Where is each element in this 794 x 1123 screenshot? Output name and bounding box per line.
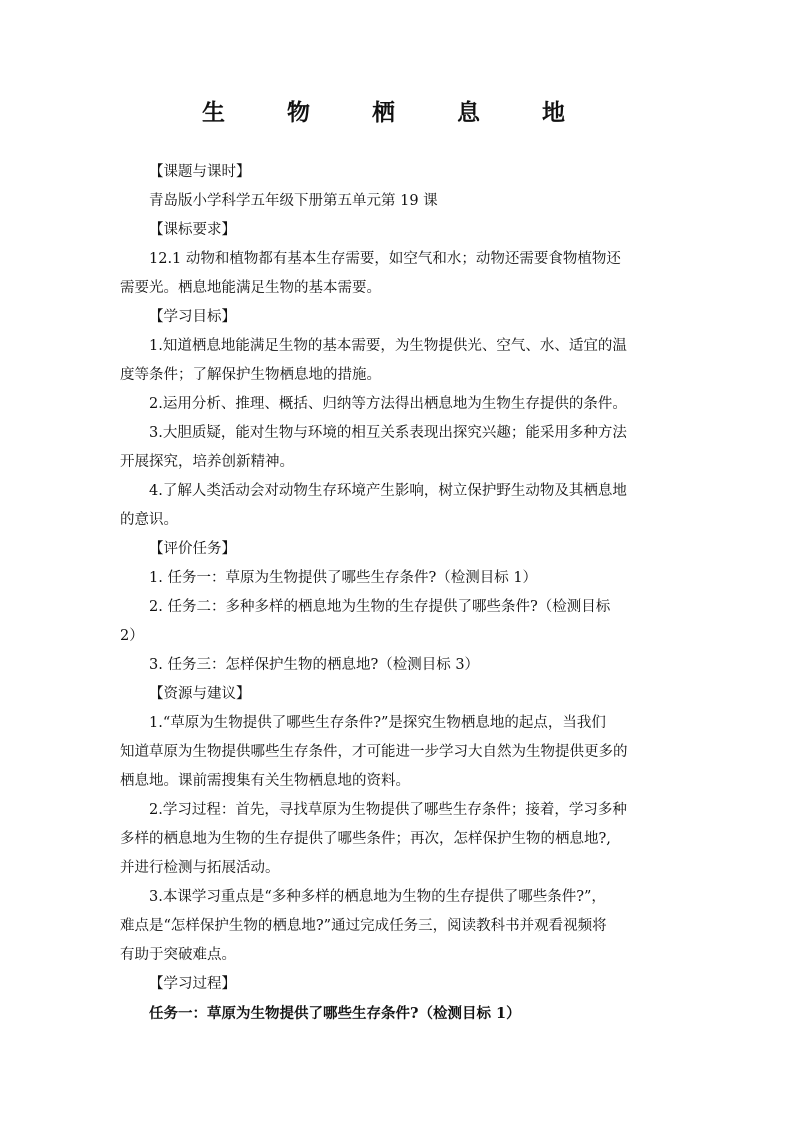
resource-1-line-3: 栖息地。课前需搜集有关生物栖息地的资料。	[120, 773, 410, 789]
goal-3-line-1: 3.大胆质疑，能对生物与环境的相互关系表现出探究兴趣；能采用多种方法	[149, 425, 627, 441]
assessment-task-2-line-1: 2. 任务二：多种多样的栖息地为生物的生存提供了哪些条件?（检测目标	[149, 599, 611, 615]
section-heading-goals: 【学习目标】	[149, 309, 236, 325]
resource-2-line-2: 多样的栖息地为生物的生存提供了哪些条件；再次，怎样保护生物的栖息地?,	[120, 831, 611, 847]
resource-2-line-1: 2.学习过程：首先，寻找草原为生物提供了哪些生存条件；接着，学习多种	[149, 802, 627, 818]
resource-2-line-3: 并进行检测与拓展活动。	[120, 860, 280, 876]
goal-1-line-2: 度等条件；了解保护生物栖息地的措施。	[120, 367, 381, 383]
goal-2: 2.运用分析、推理、概括、归纳等方法得出栖息地为生物生存提供的条件。	[149, 396, 627, 412]
process-task-1: 任务一：草原为生物提供了哪些生存条件?（检测目标 1）	[149, 1005, 521, 1022]
standards-line-1: 12.1 动物和植物都有基本生存需要，如空气和水；动物还需要食物植物还	[149, 251, 621, 267]
page-title: 生 物 栖 息 地	[201, 100, 593, 126]
section-heading-topic: 【课题与课时】	[149, 164, 251, 180]
goal-3-line-2: 开展探究，培养创新精神。	[120, 454, 294, 470]
resource-3-line-2: 难点是“怎样保护生物的栖息地?”通过完成任务三，阅读教科书并观看视频将	[120, 918, 607, 934]
section-heading-process: 【学习过程】	[149, 976, 236, 992]
topic-text: 青岛版小学科学五年级下册第五单元第 19 课	[149, 193, 438, 209]
assessment-task-1: 1. 任务一：草原为生物提供了哪些生存条件?（检测目标 1）	[149, 570, 538, 586]
section-heading-assessment: 【评价任务】	[149, 541, 236, 557]
section-heading-standards: 【课标要求】	[149, 222, 236, 238]
resource-3-line-3: 有助于突破难点。	[120, 947, 236, 963]
goal-4-line-2: 的意识。	[120, 512, 178, 528]
resource-3-line-1: 3.本课学习重点是“多种多样的栖息地为生物的生存提供了哪些条件?”，	[149, 889, 606, 905]
assessment-task-3: 3. 任务三：怎样保护生物的栖息地?（检测目标 3）	[149, 657, 480, 673]
goal-4-line-1: 4.了解人类活动会对动物生存环境产生影响，树立保护野生动物及其栖息地	[149, 483, 627, 499]
resource-1-line-2: 知道草原为生物提供哪些生存条件，才可能进一步学习大自然为生物提供更多的	[120, 744, 628, 760]
resource-1-line-1: 1.“草原为生物提供了哪些生存条件?”是探究生物栖息地的起点，当我们	[149, 715, 606, 731]
section-heading-resources: 【资源与建议】	[149, 686, 251, 702]
document-body	[120, 158, 676, 1028]
goal-1-line-1: 1.知道栖息地能满足生物的基本需要，为生物提供光、空气、水、适宜的温	[149, 338, 627, 354]
standards-line-2: 需要光。栖息地能满足生物的基本需要。	[120, 280, 381, 296]
assessment-task-2-line-2: 2）	[120, 628, 144, 644]
